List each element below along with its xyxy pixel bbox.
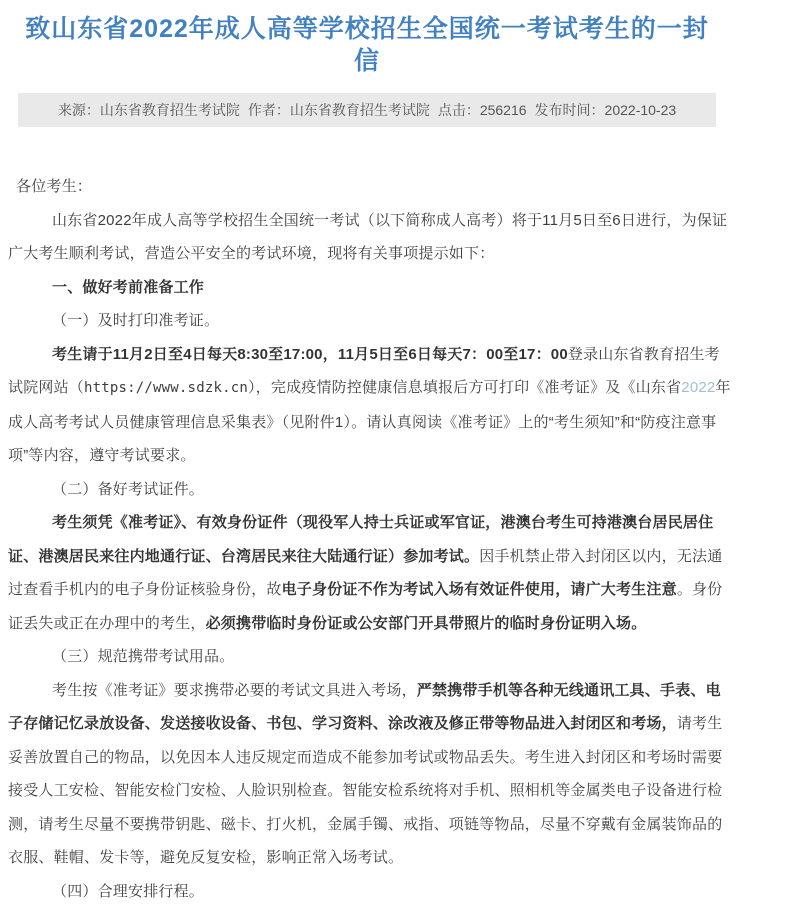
forbidden-items-bold-text: 严禁携带手机等各种无线通讯工具、手表、电子存储记忆录放设备、发送接收设备、书包、学习资料、涂改液及修正带等物品进入封闭区和考场， — [8, 682, 721, 733]
id-lost-text: 。身份证丢失或正在办理中的考生， — [8, 581, 722, 632]
paragraph-exam-items — [8, 674, 731, 875]
phone-ban-text: 因手机禁止带入封闭区以内，无法通过查看手机内的电子身份证核验身份，故 — [8, 548, 722, 599]
page-title: 致山东省2022年成人高等学校招生全国统一考试考生的一封信 — [18, 0, 716, 77]
print-time-bold-text: 考生请于11月2日至4日每天8:30至17:00，11月5日至6日每天7：00至17：00 — [52, 346, 568, 363]
form-year-text: 2022 — [681, 379, 715, 396]
item3-heading: （三）规范携带考试用品。 — [8, 640, 731, 674]
meta-author: 作者：山东省教育招生考试院 — [248, 100, 430, 120]
stationery-text: 考生按《准考证》要求携带必要的考试文具进入考场， — [52, 682, 417, 699]
section1-heading: 一、做好考前准备工作 — [8, 271, 731, 305]
eid-invalid-bold-text: 电子身份证不作为考试入场有效证件使用，请广大考生注意 — [282, 581, 677, 598]
meta-publish-time: 发布时间：2022-10-23 — [535, 100, 677, 120]
meta-source: 来源：山东省教育招生考试院 — [58, 100, 240, 120]
paragraph-exam-credentials — [8, 506, 731, 640]
credentials-bold-text: 考生须凭《准考证》、有效身份证件（现役军人持士兵证或军官证，港澳台考生可持港澳台居民居住证、港澳居民来往内地通行证、台湾居民来往大陆通行证）参加考试。 — [8, 514, 713, 565]
document-body — [8, 170, 731, 908]
paragraph-print-admission-ticket — [8, 338, 731, 473]
website-lead-text: 登录山东省教育招生考试院网站（ — [8, 346, 720, 397]
read-notice-text: 年成人高考考试人员健康管理信息采集表》（见附件1）。请认真阅读《准考证》上的“考生须知”和“防疫注意事项”等内容，遵守考试要求。 — [8, 379, 731, 464]
website-url: https://www.sdzk.cn — [84, 380, 248, 396]
security-check-text: 请考生妥善放置自己的物品，以免因本人违反规定而造成不能参加考试或物品丢失。考生进入封闭区和考场时需要接受人工安检、智能安检门安检、人脸识别检查。智能安检系统将对手机、照相机等金属类电子设备进行检测，请考生尽量不要携带钥匙、磁卡、打火机，金属手镯、戒指、项链等物品，尽量不穿戴有金属装饰品的衣服、鞋帽、发卡等，避免反复安检，影响正常入场考试。 — [8, 715, 722, 866]
print-procedure-text: ），完成疫情防控健康信息填报后方可打印《准考证》及《山东省 — [248, 379, 681, 396]
intro-paragraph: 山东省2022年成人高等学校招生全国统一考试（以下简称成人高考）将于11月5日至6日进行，为保证广大考生顺利考试，营造公平安全的考试环境，现将有关事项提示如下： — [8, 204, 731, 271]
meta-bar — [18, 93, 716, 127]
item1-heading: （一）及时打印准考证。 — [8, 304, 731, 338]
item4-heading: （四）合理安排行程。 — [8, 875, 731, 908]
salutation: 各位考生： — [8, 170, 731, 204]
page-header — [18, 0, 716, 127]
item2-heading: （二）备好考试证件。 — [8, 473, 731, 507]
meta-clicks: 点击：256216 — [438, 100, 527, 120]
temporary-id-bold-text: 必须携带临时身份证或公安部门开具带照片的临时身份证明入场。 — [206, 615, 647, 632]
